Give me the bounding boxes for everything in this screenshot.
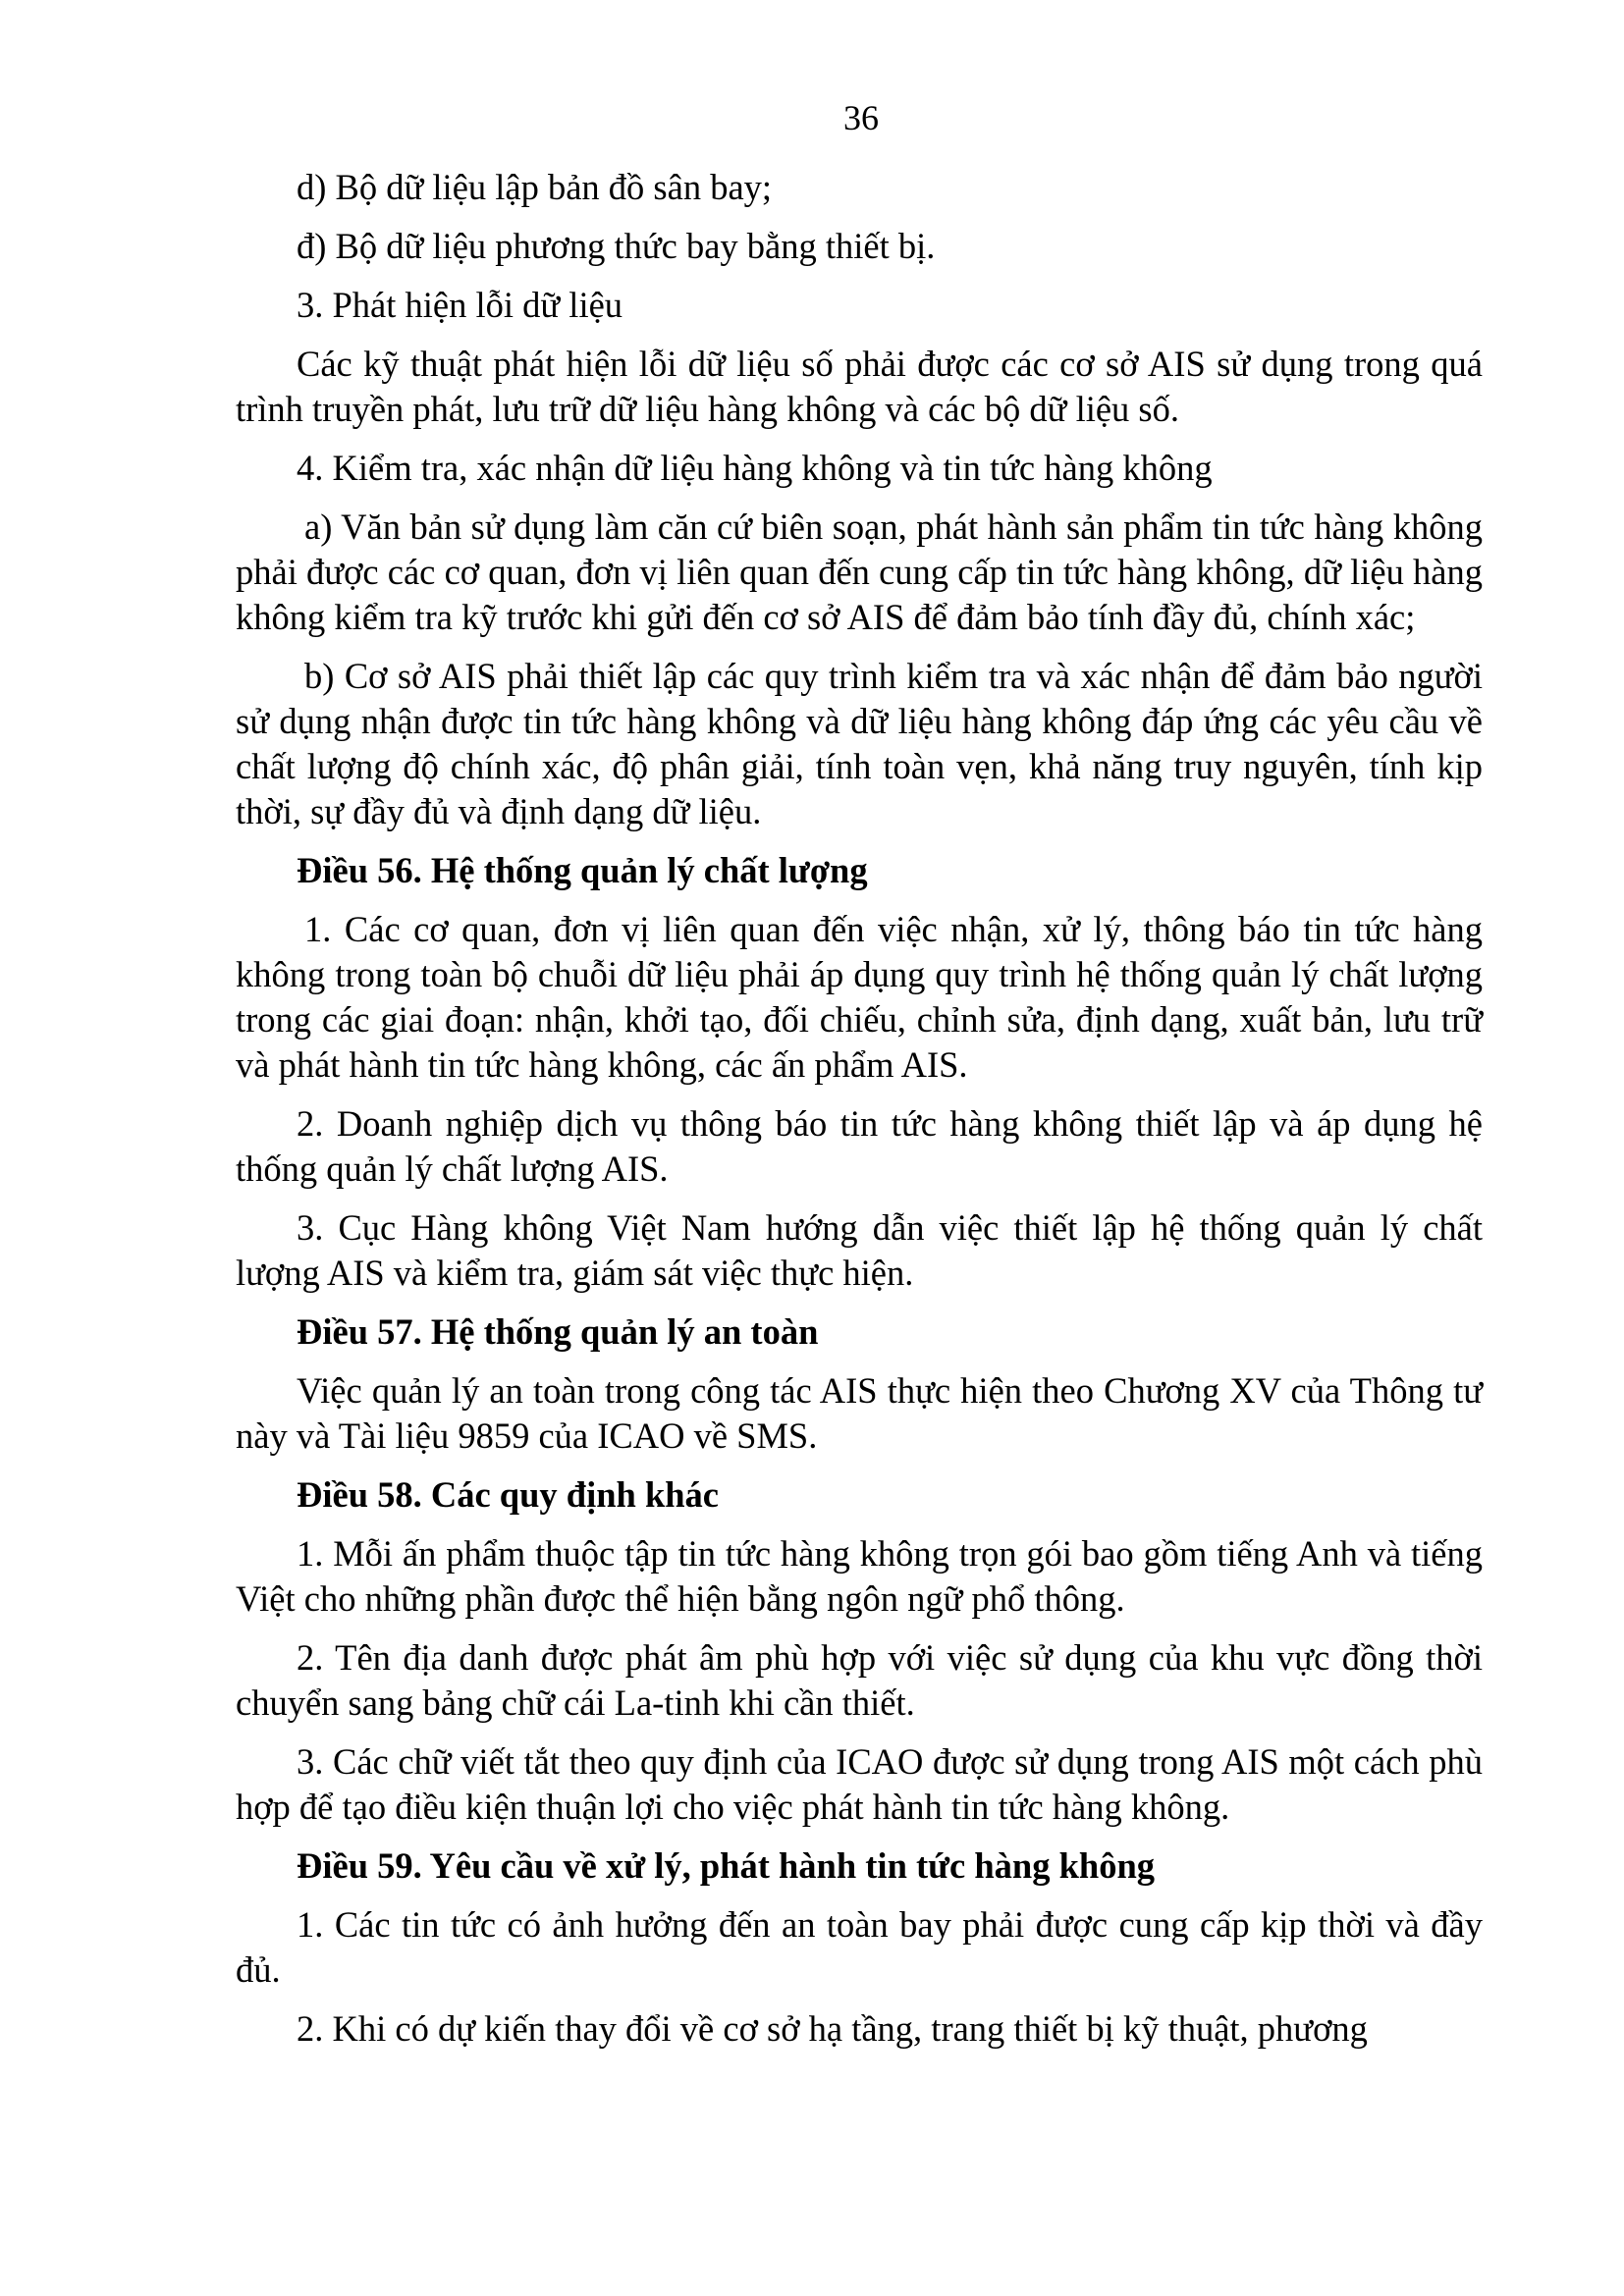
article-58-clause-2: 2. Tên địa danh được phát âm phù hợp với việc sử dụng của khu vực đồng thời chuyển sang bảng chữ cái La-tinh khi cần thiết. <box>236 1637 1483 1723</box>
page-number: 36 <box>843 98 879 137</box>
article-59-clause-2: 2. Khi có dự kiến thay đổi về cơ sở hạ tầng, trang thiết bị kỹ thuật, phương <box>297 2008 1368 2049</box>
item-dd-instrument-procedure-dataset: đ) Bộ dữ liệu phương thức bay bằng thiết bị. <box>297 226 936 266</box>
article-59-heading: Điều 59. Yêu cầu về xử lý, phát hành tin tức hàng không <box>297 1845 1156 1886</box>
article-56-clause-1: 1. Các cơ quan, đơn vị liên quan đến việc nhận, xử lý, thông báo tin tức hàng không trong toàn bộ chuỗi dữ liệu phải áp dụng quy trình hệ thống quản lý chất lượng trong các giai đoạn: nhận, khởi tạo, đối chiếu, chỉnh sửa, định dạng, xuất bản, lưu trữ và phát hành tin tức hàng không, các ấn phẩm AIS. <box>236 909 1483 1085</box>
document-body <box>236 165 1483 2065</box>
article-57-heading: Điều 57. Hệ thống quản lý an toàn <box>297 1311 819 1352</box>
clause-4-item-a: a) Văn bản sử dụng làm căn cứ biên soạn, phát hành sản phẩm tin tức hàng không phải được các cơ quan, đơn vị liên quan đến cung cấp tin tức hàng không, dữ liệu hàng không kiểm tra kỹ trước khi gửi đến cơ sở AIS để đảm bảo tính đầy đủ, chính xác; <box>236 507 1483 637</box>
clause-3-body: Các kỹ thuật phát hiện lỗi dữ liệu số phải được các cơ sở AIS sử dụng trong quá trình truyền phát, lưu trữ dữ liệu hàng không và các bộ dữ liệu số. <box>236 344 1483 429</box>
article-59-clause-1: 1. Các tin tức có ảnh hưởng đến an toàn bay phải được cung cấp kịp thời và đầy đủ. <box>236 1904 1483 1990</box>
clause-3-title: 3. Phát hiện lỗi dữ liệu <box>297 285 623 325</box>
article-56-heading: Điều 56. Hệ thống quản lý chất lượng <box>297 850 868 890</box>
article-58-heading: Điều 58. Các quy định khác <box>297 1474 719 1515</box>
clause-4-item-b: b) Cơ sở AIS phải thiết lập các quy trình kiểm tra và xác nhận để đảm bảo người sử dụng nhận được tin tức hàng không và dữ liệu hàng không đáp ứng các yêu cầu về chất lượng độ chính xác, độ phân giải, tính toàn vẹn, khả năng truy nguyên, tính kịp thời, sự đầy đủ và định dạng dữ liệu. <box>236 656 1483 831</box>
article-56-clause-3: 3. Cục Hàng không Việt Nam hướng dẫn việc thiết lập hệ thống quản lý chất lượng AIS và kiểm tra, giám sát việc thực hiện. <box>236 1207 1483 1293</box>
clause-4-title: 4. Kiểm tra, xác nhận dữ liệu hàng không và tin tức hàng không <box>297 448 1213 488</box>
article-57-body: Việc quản lý an toàn trong công tác AIS thực hiện theo Chương XV của Thông tư này và Tài liệu 9859 của ICAO về SMS. <box>236 1370 1483 1456</box>
article-58-clause-3: 3. Các chữ viết tắt theo quy định của ICAO được sử dụng trong AIS một cách phù hợp để tạo điều kiện thuận lợi cho việc phát hành tin tức hàng không. <box>236 1741 1483 1827</box>
article-58-clause-1: 1. Mỗi ấn phẩm thuộc tập tin tức hàng không trọn gói bao gồm tiếng Anh và tiếng Việt cho những phần được thể hiện bằng ngôn ngữ phổ thông. <box>236 1533 1483 1619</box>
item-d-airport-mapping-dataset: d) Bộ dữ liệu lập bản đồ sân bay; <box>297 167 773 207</box>
article-56-clause-2: 2. Doanh nghiệp dịch vụ thông báo tin tức hàng không thiết lập và áp dụng hệ thống quản lý chất lượng AIS. <box>236 1103 1483 1189</box>
